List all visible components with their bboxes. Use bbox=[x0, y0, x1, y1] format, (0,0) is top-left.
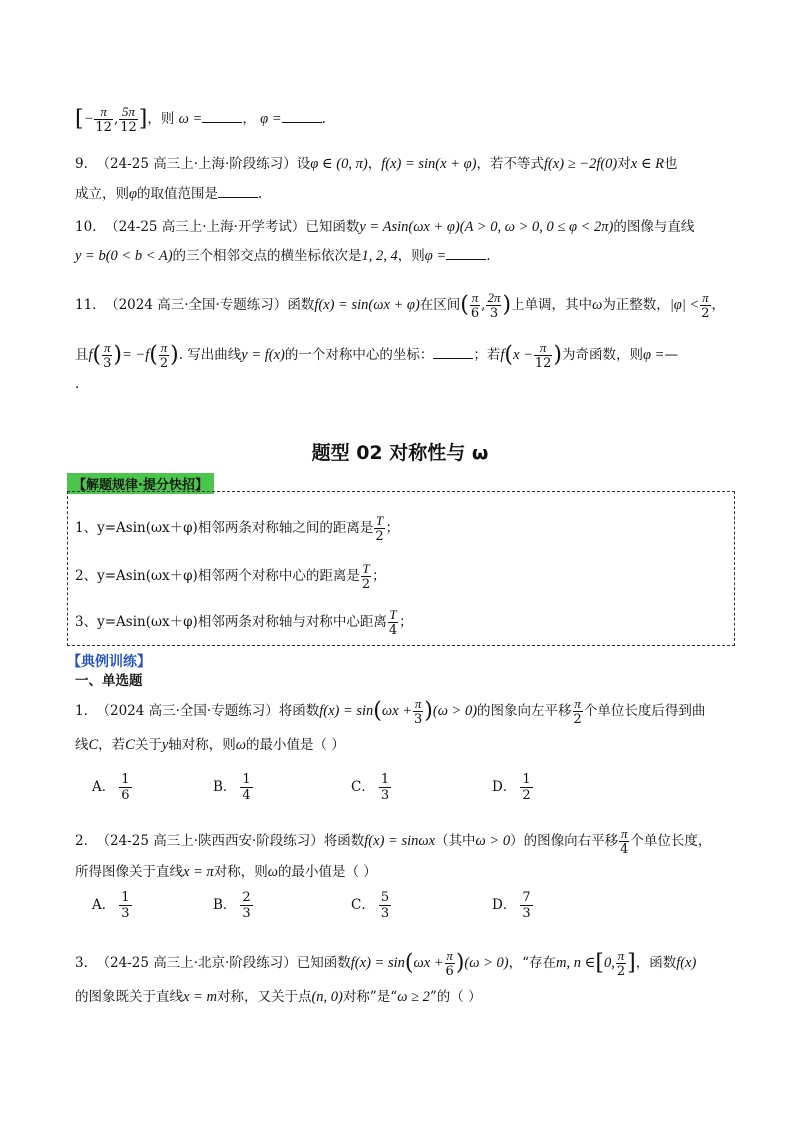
option-label: C． bbox=[351, 897, 375, 913]
math: ω ≥ 2 bbox=[397, 989, 430, 1005]
numerator: 1 bbox=[522, 772, 531, 787]
math: = −f bbox=[122, 347, 150, 363]
phi-label: φ = bbox=[424, 248, 447, 264]
text: （其中 bbox=[435, 833, 476, 849]
math: f(x) = sin bbox=[319, 703, 374, 719]
denominator: 2 bbox=[701, 306, 710, 321]
text: 的最小值是（ ） bbox=[278, 864, 377, 880]
tip-line-3 bbox=[75, 607, 413, 638]
tip-line-1 bbox=[75, 513, 399, 544]
option-c[interactable] bbox=[351, 772, 391, 803]
option-d[interactable] bbox=[492, 772, 533, 803]
math: f(x) = sin bbox=[350, 955, 405, 971]
text: 已知函数 bbox=[296, 955, 351, 971]
denominator: 6 bbox=[445, 964, 454, 979]
text: . bbox=[321, 111, 326, 127]
examples-tag: 【典例训练】 bbox=[67, 654, 151, 670]
p3-line2 bbox=[75, 987, 482, 1007]
math: x = π bbox=[183, 864, 214, 880]
option-a[interactable] bbox=[92, 890, 132, 921]
math: f(x) ≥ −2f(0) bbox=[543, 156, 618, 172]
text: 的图象既关于直线 bbox=[75, 989, 183, 1005]
fraction bbox=[619, 826, 629, 857]
math: ω bbox=[592, 297, 603, 313]
option-label: B． bbox=[213, 779, 237, 795]
text: 所得图像关于直线 bbox=[75, 864, 183, 880]
fraction bbox=[616, 948, 626, 979]
option-b[interactable] bbox=[213, 772, 253, 803]
text: ；若 bbox=[473, 347, 501, 363]
numerator: π bbox=[617, 948, 625, 963]
numerator: 1 bbox=[242, 772, 251, 787]
fraction bbox=[520, 890, 532, 921]
fraction bbox=[700, 290, 710, 321]
option-label: A． bbox=[92, 897, 116, 913]
denominator: 3 bbox=[103, 356, 112, 371]
text: ， bbox=[711, 297, 725, 313]
numerator: 1 bbox=[380, 772, 390, 787]
denominator: 2 bbox=[522, 788, 531, 803]
q10-line1 bbox=[75, 217, 694, 237]
denominator: 4 bbox=[388, 623, 398, 638]
math: 1, 2, 4 bbox=[361, 248, 398, 264]
text: 线 bbox=[75, 737, 89, 753]
math: f bbox=[88, 347, 93, 363]
option-b[interactable] bbox=[213, 890, 253, 921]
text: ）的图像向右平移 bbox=[510, 833, 619, 849]
text: ； bbox=[385, 520, 400, 536]
text: 个单位长度， bbox=[630, 833, 712, 849]
text: ，则 bbox=[397, 248, 425, 264]
denominator: 12 bbox=[534, 356, 552, 371]
denominator: 4 bbox=[242, 788, 251, 803]
p1-line1 bbox=[75, 696, 705, 727]
text: 上单调，其中 bbox=[511, 297, 593, 313]
math: C bbox=[125, 737, 135, 753]
option-label: C． bbox=[351, 779, 375, 795]
fraction bbox=[361, 561, 371, 592]
denominator: 2 bbox=[573, 712, 582, 727]
numerator: 2 bbox=[242, 890, 251, 905]
text: 2、y=Asin(ωx＋φ)相邻两个对称中心的距离是 bbox=[75, 568, 360, 584]
option-label: D． bbox=[492, 897, 517, 913]
math: y bbox=[161, 737, 169, 753]
text: ，函数 bbox=[635, 955, 677, 971]
answer-blank[interactable] bbox=[446, 259, 486, 260]
fraction bbox=[159, 340, 169, 371]
numerator: π bbox=[160, 340, 168, 355]
text: 个单位长度后得到曲 bbox=[583, 703, 706, 719]
q11-line1: 11. （2024 高三·全国·专题练习）函数f(x) = sin(ωx + φ)在区间( $\frac{\pi}{6}$ , $\frac{2\pi}{3}$ )上单调，其中ω为正整数，|φ| < $\frac{\pi}{2}$ ， bbox=[75, 290, 725, 321]
paren: ) bbox=[502, 292, 512, 318]
numerator: π bbox=[94, 104, 113, 120]
bracket: ] bbox=[627, 950, 636, 976]
fraction bbox=[374, 513, 384, 544]
fraction bbox=[119, 772, 131, 803]
q9-line1 bbox=[75, 154, 678, 174]
text: 也 bbox=[664, 156, 678, 172]
question-source: （2024 高三·全国·专题练习） bbox=[105, 297, 288, 313]
option-label: D． bbox=[492, 779, 517, 795]
text: 且 bbox=[75, 347, 89, 363]
math: f(x) = sin(x + φ) bbox=[381, 156, 477, 172]
answer-blank[interactable]: — bbox=[664, 347, 678, 363]
math: f(x) = sin(ωx + φ) bbox=[314, 297, 420, 313]
math: f(x) bbox=[676, 955, 697, 971]
numerator: 5π bbox=[119, 104, 138, 120]
math: x = m bbox=[183, 989, 217, 1005]
fraction-5pi-12 bbox=[119, 104, 138, 135]
text: 的图象向左平移 bbox=[477, 703, 572, 719]
denominator: 2 bbox=[361, 577, 371, 592]
math: ωx + bbox=[413, 955, 444, 971]
math: ω bbox=[235, 737, 247, 753]
text: ， bbox=[242, 111, 256, 127]
right-bracket: ] bbox=[138, 106, 148, 132]
fraction bbox=[379, 890, 391, 921]
math: ω > 0 bbox=[475, 833, 511, 849]
numerator: 1 bbox=[121, 890, 130, 905]
text: 函数 bbox=[287, 297, 315, 313]
fraction bbox=[470, 290, 480, 321]
text: 1、y=Asin(ωx＋φ)相邻两条对称轴之间的距离是 bbox=[75, 520, 374, 536]
math: φ bbox=[129, 186, 138, 202]
numerator: π bbox=[104, 340, 111, 355]
text: . 写出曲线 bbox=[178, 347, 242, 363]
text: 已知函数 bbox=[305, 219, 360, 235]
denominator: 6 bbox=[121, 788, 130, 803]
question-number: 3. bbox=[75, 955, 88, 971]
math: (ω > 0) bbox=[464, 955, 509, 971]
answer-blank[interactable] bbox=[282, 122, 322, 123]
phi-label: φ = bbox=[643, 347, 665, 363]
denominator: 4 bbox=[620, 842, 629, 857]
text: ，“存在 bbox=[508, 955, 557, 971]
numerator: T bbox=[389, 607, 397, 622]
phi-label: φ = bbox=[260, 111, 282, 127]
tip-line-2 bbox=[75, 561, 386, 592]
interval-line: [− $\frac{\pi}{12}$ , $\frac{5\pi}{12}$ ]，则 ω = ， φ = . bbox=[75, 104, 326, 135]
paren: ) bbox=[113, 342, 122, 368]
paren: ( bbox=[504, 342, 514, 368]
p2-line2 bbox=[75, 862, 377, 882]
option-d[interactable] bbox=[492, 890, 533, 921]
question-number: 10. bbox=[75, 219, 97, 235]
question-number: 9. bbox=[75, 156, 88, 172]
text: ”的（ ） bbox=[429, 989, 482, 1005]
question-source: （24-25 高三上·上海·阶段练习） bbox=[96, 156, 297, 172]
denominator: 3 bbox=[242, 906, 251, 921]
denominator: 12 bbox=[120, 120, 137, 135]
paren: ) bbox=[170, 342, 179, 368]
text: 3、y=Asin(ωx＋φ)相邻两条对称轴与对称中心距离 bbox=[75, 614, 387, 630]
numerator: π bbox=[620, 826, 628, 841]
text: ，若 bbox=[98, 737, 126, 753]
numerator: π bbox=[414, 696, 422, 711]
fraction bbox=[119, 890, 131, 921]
math: (n, 0) bbox=[311, 989, 343, 1005]
text: 设 bbox=[296, 156, 311, 172]
math: x ∈ R bbox=[630, 156, 665, 172]
bracket: [ bbox=[595, 950, 604, 976]
denominator: 12 bbox=[95, 120, 112, 135]
option-c[interactable] bbox=[351, 890, 391, 921]
option-a[interactable] bbox=[92, 772, 132, 803]
fraction bbox=[534, 340, 553, 371]
paren: ( bbox=[404, 950, 414, 976]
p1-line2 bbox=[75, 735, 345, 755]
q11-line2 bbox=[75, 340, 678, 371]
paren: ( bbox=[92, 342, 102, 368]
paren: ( bbox=[373, 698, 382, 724]
math: f bbox=[500, 347, 505, 363]
denominator: 2 bbox=[616, 964, 626, 979]
minus-sign: − bbox=[83, 111, 94, 127]
denominator: 3 bbox=[489, 306, 499, 321]
fraction bbox=[240, 890, 252, 921]
paren: ) bbox=[455, 950, 465, 976]
math: y = f(x) bbox=[241, 347, 285, 363]
question-source: （2024 高三·全国·专题练习） bbox=[96, 703, 279, 719]
text: ，则 bbox=[147, 111, 175, 127]
fraction bbox=[388, 607, 398, 638]
question-number: 2. bbox=[75, 833, 88, 849]
math: |φ| < bbox=[669, 297, 700, 313]
text: 为奇函数，则 bbox=[562, 347, 644, 363]
question-source: （24-25 高三上·上海·开学考试） bbox=[105, 219, 306, 235]
denominator: 3 bbox=[522, 906, 531, 921]
answer-blank[interactable] bbox=[202, 122, 242, 123]
fraction bbox=[486, 290, 501, 321]
q10-line2 bbox=[75, 246, 491, 266]
math: (ω > 0) bbox=[432, 703, 478, 719]
fraction-pi-12 bbox=[94, 104, 113, 135]
math: ωx + bbox=[381, 703, 412, 719]
numerator: T bbox=[362, 561, 370, 576]
omega-label: ω = bbox=[178, 111, 203, 127]
text: 的最小值是（ ） bbox=[246, 737, 345, 753]
paren: ) bbox=[553, 342, 563, 368]
fraction bbox=[573, 696, 583, 727]
math: C bbox=[88, 737, 99, 753]
fraction bbox=[445, 948, 455, 979]
question-source: （24-25 高三上·北京·阶段练习） bbox=[96, 955, 297, 971]
text: 在区间 bbox=[419, 297, 461, 313]
text: 对称，又关于点 bbox=[216, 989, 312, 1005]
text: 关于 bbox=[134, 737, 162, 753]
text: . bbox=[258, 186, 263, 202]
numerator: 5 bbox=[380, 890, 390, 905]
denominator: 6 bbox=[470, 306, 480, 321]
q11-line3 bbox=[75, 374, 79, 394]
p3-line1 bbox=[75, 948, 696, 979]
math: f(x) = sinωx bbox=[364, 833, 436, 849]
question-number: 11. bbox=[75, 297, 97, 313]
text: 的一个对称中心的坐标： bbox=[284, 347, 434, 363]
paren: ( bbox=[149, 342, 158, 368]
math: 0, bbox=[603, 955, 615, 971]
section-title: 题型 02 对称性与 ω bbox=[311, 442, 489, 464]
numerator: π bbox=[534, 340, 553, 356]
q9-line2 bbox=[75, 184, 262, 204]
denominator: 3 bbox=[413, 712, 423, 727]
option-label: A． bbox=[92, 779, 116, 795]
math: ω bbox=[267, 864, 278, 880]
math: y = Asin(ωx + φ)(A > 0, ω > 0, 0 ≤ φ < 2π) bbox=[359, 219, 614, 235]
math: m, n ∈ bbox=[556, 955, 596, 971]
math: φ ∈ (0, π) bbox=[310, 156, 368, 172]
text: 的取值范围是 bbox=[137, 186, 219, 202]
text: ； bbox=[399, 614, 413, 630]
denominator: 3 bbox=[380, 788, 390, 803]
numerator: 2π bbox=[487, 290, 501, 305]
fraction bbox=[413, 696, 423, 727]
section-label: 一、单选题 bbox=[75, 673, 143, 689]
text: 的三个相邻交点的横坐标依次是 bbox=[172, 248, 362, 264]
numerator: 1 bbox=[121, 772, 130, 787]
numerator: π bbox=[574, 696, 581, 711]
text: ，若不等式 bbox=[476, 156, 544, 172]
answer-blank[interactable] bbox=[218, 197, 258, 198]
fraction bbox=[520, 772, 532, 803]
text: 的图像与直线 bbox=[613, 219, 695, 235]
text: 将函数 bbox=[323, 833, 365, 849]
numerator: π bbox=[702, 290, 709, 305]
question-source: （24-25 高三上·陕西西安·阶段练习） bbox=[96, 833, 324, 849]
left-bracket: [ bbox=[75, 106, 84, 132]
text: 对称，则 bbox=[213, 864, 268, 880]
numerator: 7 bbox=[522, 890, 531, 905]
denominator: 3 bbox=[380, 906, 390, 921]
numerator: π bbox=[446, 948, 453, 963]
text: 对 bbox=[617, 156, 631, 172]
denominator: 2 bbox=[159, 356, 169, 371]
text: 对称”是“ bbox=[342, 989, 398, 1005]
fraction bbox=[102, 340, 112, 371]
numerator: T bbox=[375, 513, 384, 528]
option-label: B． bbox=[213, 897, 237, 913]
question-number: 1. bbox=[75, 703, 88, 719]
denominator: 3 bbox=[121, 906, 130, 921]
math: x − bbox=[513, 347, 533, 363]
text: ； bbox=[372, 568, 386, 584]
paren: ( bbox=[460, 292, 469, 318]
tips-tag: 【解题规律·提分快招】 bbox=[67, 473, 214, 494]
text: 成立，则 bbox=[75, 186, 129, 202]
text: . bbox=[486, 248, 491, 264]
fraction bbox=[379, 772, 391, 803]
text: . bbox=[75, 376, 80, 392]
paren: ) bbox=[424, 698, 433, 724]
math: y = b(0 < b < A) bbox=[75, 248, 173, 264]
answer-blank[interactable] bbox=[433, 358, 473, 359]
text: 为正整数， bbox=[602, 297, 670, 313]
p2-line1 bbox=[75, 826, 711, 857]
fraction bbox=[240, 772, 252, 803]
text: ， bbox=[367, 156, 382, 172]
denominator: 2 bbox=[375, 529, 384, 544]
text: 将函数 bbox=[278, 703, 320, 719]
numerator: π bbox=[471, 290, 479, 305]
text: 轴对称，则 bbox=[168, 737, 236, 753]
